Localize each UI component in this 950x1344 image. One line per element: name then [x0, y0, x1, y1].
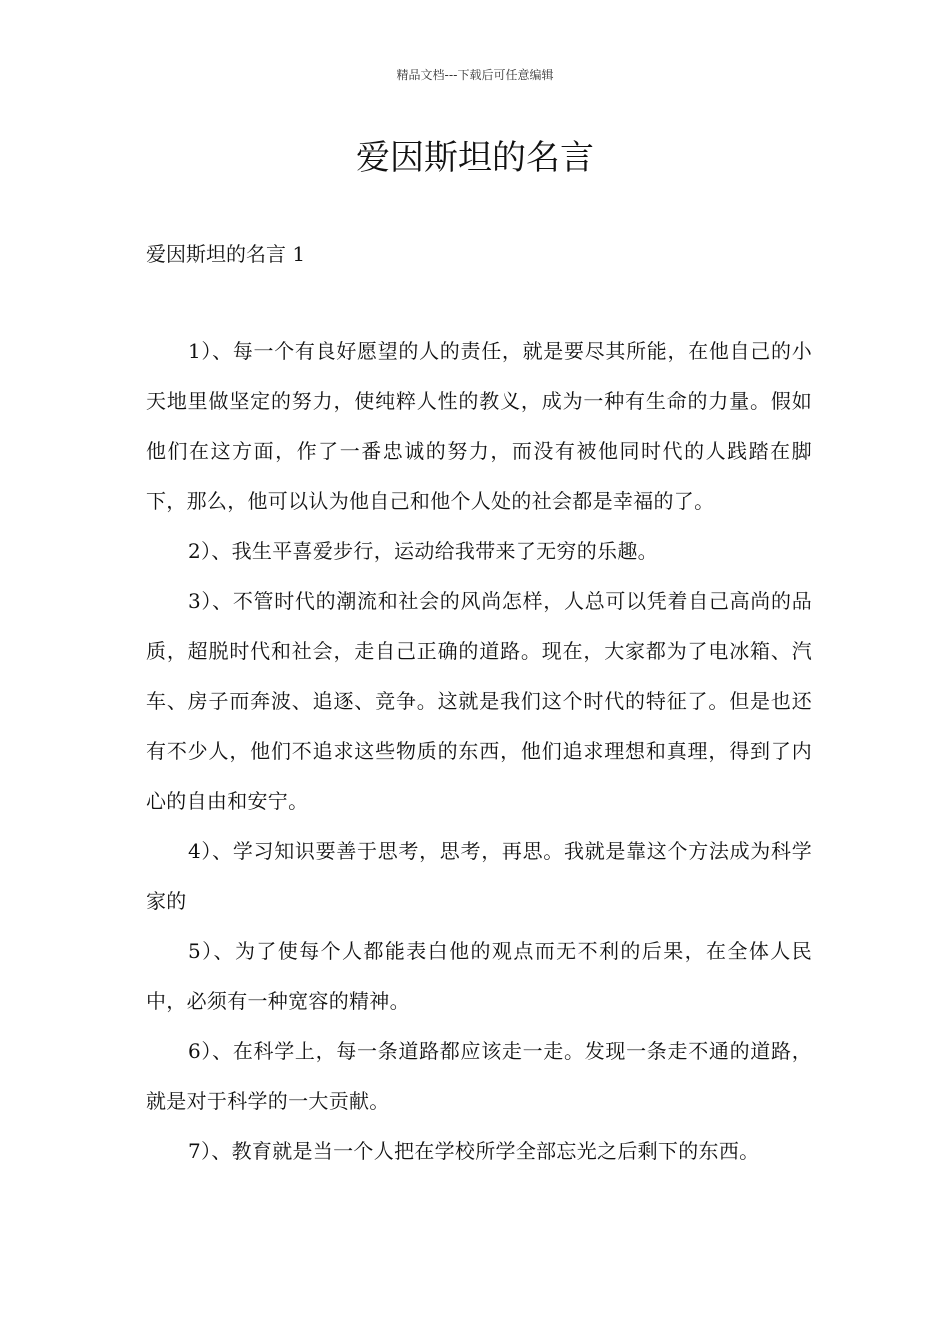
page-title: 爱因斯坦的名言 — [356, 138, 594, 178]
quote-paragraph: 6）、在科学上，每一条道路都应该走一走。发现一条走不通的道路，就是对于科学的一大贡献。 — [146, 1039, 812, 1113]
header-note: 精品文档---下载后可任意编辑 — [396, 68, 554, 82]
quote-paragraph: 4）、学习知识要善于思考，思考，再思。我就是靠这个方法成为科学家的 — [146, 839, 812, 913]
quote-paragraph: 1）、每一个有良好愿望的人的责任，就是要尽其所能，在他自己的小天地里做坚定的努力，使纯粹人性的教义，成为一种有生命的力量。假如他们在这方面，作了一番忠诚的努力，而没有被他同时代的人践踏在脚下，那么，他可以认为他自己和他个人处的社会都是幸福的了。 — [146, 339, 812, 513]
quote-paragraph: 7）、教育就是当一个人把在学校所学全部忘光之后剩下的东西。 — [188, 1139, 760, 1163]
quote-paragraph: 5）、为了使每个人都能表白他的观点而无不利的后果，在全体人民中，必须有一种宽容的精神。 — [146, 939, 812, 1013]
section-heading: 爱因斯坦的名言 1 — [146, 242, 306, 266]
quote-paragraph: 3）、不管时代的潮流和社会的风尚怎样，人总可以凭着自己高尚的品质，超脱时代和社会，走自己正确的道路。现在，大家都为了电冰箱、汽车、房子而奔波、追逐、竞争。这就是我们这个时代的特征了。但是也还有不少人，他们不追求这些物质的东西，他们追求理想和真理，得到了内心的自由和安宁。 — [146, 589, 812, 813]
quote-list — [146, 326, 812, 1176]
quote-paragraph: 2）、我生平喜爱步行，运动给我带来了无穷的乐趣。 — [188, 539, 658, 563]
